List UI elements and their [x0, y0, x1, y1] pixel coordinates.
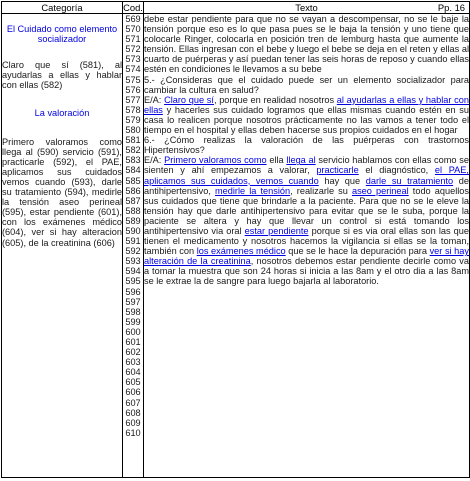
header-page: Pp. 16: [437, 2, 465, 13]
highlight-estar-pendiente: estar pendiente: [244, 225, 309, 236]
line-code: 604: [125, 367, 141, 378]
line-code: 571: [125, 34, 141, 45]
category-quote-cuidado: Claro que sí (581), al ayudarlas a ellas y hablar con ellas (582): [2, 60, 122, 91]
line-code: 608: [125, 407, 141, 418]
highlight-claro-que-si: Claro que sí: [164, 94, 214, 105]
highlight-aseo-perineal: aseo perineal: [351, 185, 409, 196]
line-code: 573: [125, 54, 141, 65]
line-code: 587: [125, 195, 141, 206]
line-code: 588: [125, 205, 141, 216]
transcript-column: [144, 14, 470, 478]
line-code: 600: [125, 326, 141, 337]
line-code: 605: [125, 377, 141, 388]
header-code: Cod.: [123, 2, 143, 13]
line-code: 578: [125, 104, 141, 115]
line-code: 607: [125, 397, 141, 408]
line-code: 593: [125, 256, 141, 267]
line-code: 592: [125, 246, 141, 257]
line-code: 590: [125, 225, 141, 236]
line-code: 580: [125, 125, 141, 136]
line-code: 582: [125, 145, 141, 156]
line-code: 596: [125, 286, 141, 297]
highlight-tratamiento: darle su tratamiento: [365, 175, 454, 186]
line-code: 589: [125, 215, 141, 226]
answer-6-text: , nosotros debemos estar pendiente decirle como va a tomar la muestra que son 24 horas si inicia a las 8am y el otro dia a las 8am se le extrae la de sangre para luego bajarla al laboratorio.: [144, 256, 469, 287]
line-code: 610: [125, 427, 141, 438]
line-code: 598: [125, 306, 141, 317]
line-code: 572: [125, 44, 141, 55]
header-text: Texto: [295, 2, 318, 13]
highlight-primero-valoramos: Primero valoramos como: [164, 155, 267, 166]
answer-6-text: todo aquellos sus cuidados que tiene que brindarle a la paciente. Para que no se le eleve la tensión hay que darle antihipertensivo para evitar que se le suba, porque la paciente se altera y hay que llevar un control si está tomando los antihipertensivo via oral: [144, 185, 469, 236]
line-code: 575: [125, 74, 141, 85]
category-title-valoracion: La valoración: [34, 108, 90, 119]
category-quote-valoracion: Primero valoramos como llega al (590) servicio (591), practicarle (592), el PAE, aplicamos sus cuidados vemos cuando (593), darle su tratamiento (594), medirle la tensión aseo perineal (595), estar pendiente (601), con los exámenes médico (604), ver si hay alteracion (605), de la creatinina (606): [2, 136, 122, 248]
body-row: [2, 14, 470, 478]
answer-6: [144, 155, 469, 286]
highlight-tension: medirle la tensión: [215, 185, 291, 196]
answer-6-text: , realizarle su: [290, 185, 352, 196]
line-code: 584: [125, 165, 141, 176]
answer-6-text: servicio hablamos con ellas como se sienten y ahí empezamos a valorar,: [144, 155, 469, 176]
answer-6-lead: E/A:: [144, 155, 165, 166]
category-title-cuidado: El Cuidado como elemento socializador: [6, 24, 118, 45]
line-code: 609: [125, 417, 141, 428]
header-row: [2, 2, 470, 14]
highlight-examenes: los exámenes médico: [196, 246, 286, 257]
coding-table: [1, 1, 470, 478]
answer-5-lead: E/A:: [144, 94, 165, 105]
line-code: 576: [125, 84, 141, 95]
question-6: 6.- ¿Cómo realizas la valoración de las puérperas con trastornos Hipertensivos?: [144, 135, 469, 156]
header-category: Categoría: [2, 2, 123, 14]
highlight-creatinina: ver si hay alteración de la creatinina: [144, 246, 469, 267]
line-code: 579: [125, 114, 141, 125]
line-code: 591: [125, 236, 141, 247]
line-code: 574: [125, 64, 141, 75]
line-code: 585: [125, 175, 141, 186]
answer-continuation: debe estar pendiente para que no se vayan a descompensar, no se le baje la tensión porque eso es lo que pasa pues se le baja la tensión y uno tiene que colocarle Ringer, colocarla en posición tren de lemburg hasta que aumente la tensión. Ellas ingresan con el bebe y luego el bebe se deja en el reten y ellas al cuarto de puérperas y así puedan tener las seis horas de reposo y cuando ellas estén en condiciones le llevamos a su bebe: [144, 14, 469, 75]
question-5: 5.- ¿Consideras que el cuidado puede ser un elemento socializador para cambiar la cultura en salud?: [144, 74, 469, 95]
line-code: 606: [125, 387, 141, 398]
answer-5: [144, 95, 469, 135]
line-code: 570: [125, 24, 141, 35]
header-text-cell: [144, 2, 470, 14]
answer-6-text: el diagnóstico,: [358, 165, 435, 176]
code-column: [123, 14, 144, 478]
answer-6-text: hay que: [318, 175, 366, 186]
line-code: 594: [125, 266, 141, 277]
line-code: 583: [125, 155, 141, 166]
answer-5-text: , porque en realidad nosotros: [213, 94, 337, 105]
category-column: [2, 14, 123, 478]
highlight-pae-cuidados: el PAE, aplicamos sus cuidados, vemos cuando: [144, 165, 469, 186]
line-code: 569: [125, 14, 141, 24]
answer-6-text: que se le hace la depuración para: [285, 246, 430, 257]
line-code: 603: [125, 357, 141, 368]
line-code: 595: [125, 276, 141, 287]
answer-6-text: de antihipertensivo,: [144, 175, 469, 196]
answer-6-text: porque si es via oral ellas son las que tienen el medicamento y nosotros hacemos la vigilancia si ellas se la toman, también con: [144, 225, 470, 257]
answer-6-text: ella: [266, 155, 287, 166]
highlight-practicarle: practicarle: [316, 165, 359, 176]
highlight-ayudarlas: al ayudarlas a ellas y hablar con ellas: [144, 94, 469, 115]
line-code: 577: [125, 94, 141, 105]
line-code: 581: [125, 135, 141, 146]
highlight-llega-al: llega al: [286, 155, 316, 166]
line-code: 597: [125, 296, 141, 307]
line-code: 586: [125, 185, 141, 196]
line-code: 601: [125, 337, 141, 347]
line-code: 599: [125, 316, 141, 327]
answer-5-text: y hacerles sus cuidado logramos que ellas mismas cuando estén en su casa lo realicen porque nosotros prácticamente no las vamos a tener todo el tiempo en el hospital y ellas deben hacerse sus propios cuidados en el hogar: [144, 104, 469, 136]
line-code: 602: [125, 347, 141, 358]
